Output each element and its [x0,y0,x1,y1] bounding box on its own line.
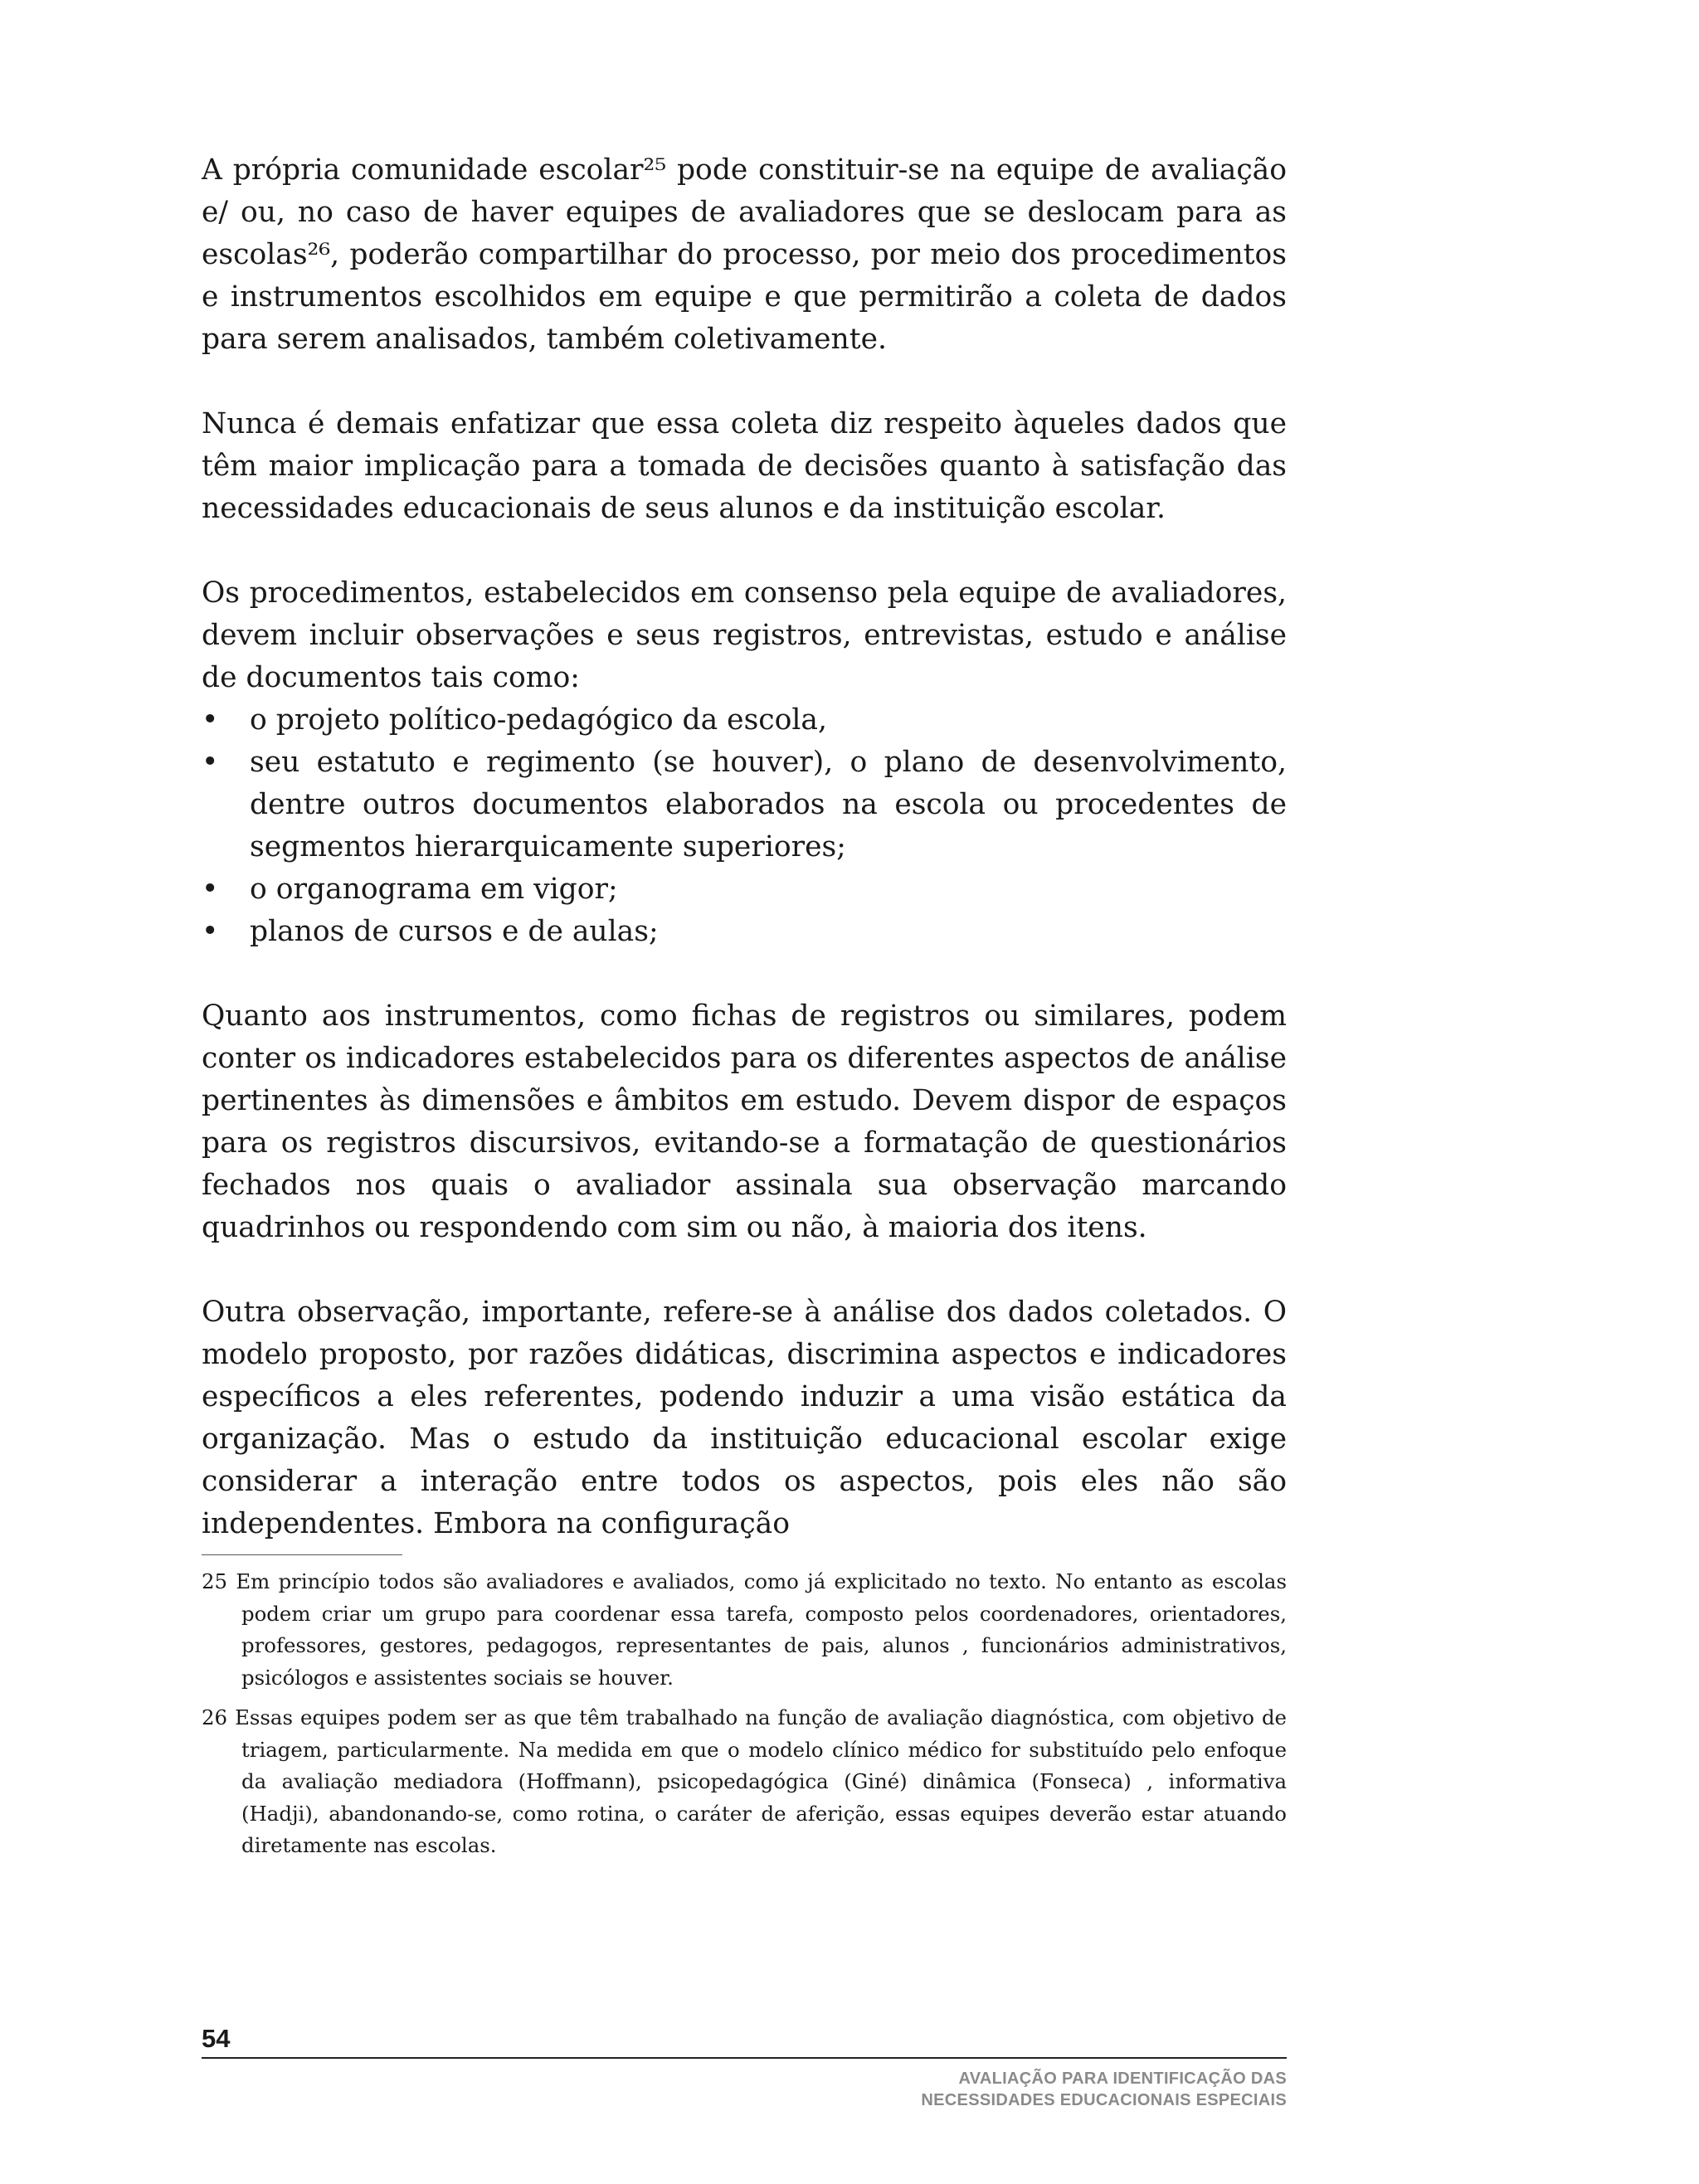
footnote-divider [202,1554,402,1555]
list-item [202,699,1287,742]
paragraph-5: Outra observação, importante, refere-se à análise dos dados coletados. O modelo proposto, por razões didáticas, discrimina aspectos e indicadores específicos a eles referentes, podendo induzir a uma visão estática da organização. Mas o estudo da instituição educacional escolar exige considerar a interação entre todos os aspectos, pois eles não são independentes. Embora na configuração [202,1296,1287,1540]
paragraph-3: Os procedimentos, estabelecidos em consenso pela equipe de avaliadores, devem incluir observações e seus registros, entrevistas, estudo e análise de documentos tais como: [202,576,1287,694]
running-title-line-1: AVALIAÇÃO PARA IDENTIFICAÇÃO DAS [958,2070,1287,2088]
document-list [202,699,1287,953]
footer-divider [202,2057,1287,2059]
paragraph-2: Nunca é demais enfatizar que essa coleta diz respeito àqueles dados que têm maior implicação para a tomada de decisões quanto à satisfação das necessidades educacionais de seus alunos e da instituição escolar. [202,407,1287,525]
bullet-icon: • [202,915,219,948]
running-title [921,2068,1287,2111]
footnotes [202,1566,1287,1870]
footnote-25: 25 Em princípio todos são avaliadores e avaliados, como já explicitado no texto. No entanto as escolas podem criar um grupo para coordenar essa tarefa, composto pelos coordenadores, orientadores, professores, gestores, pedagogos, representantes de pais, alunos , funcionários administrativos, psicólogos e assistentes sociais se houver. [202,1569,1287,1690]
list-item [202,868,1287,911]
list-item [202,742,1287,868]
list-item-text: o projeto político-pedagógico da escola, [250,703,827,737]
list-item-text: o organograma em vigor; [250,873,618,906]
bullet-icon: • [202,873,219,906]
footnote-26: 26 Essas equipes podem ser as que têm trabalhado na função de avaliação diagnóstica, com objetivo de triagem, particularmente. Na medida em que o modelo clínico médico for substituído pelo enfoque da avaliação mediadora (Hoffmann), psicopedagógica (Giné) dinâmica (Fonseca) , informativa (Hadji), abandonando-se, como rotina, o caráter de aferição, essas equipes deverão estar atuando diretamente nas escolas. [202,1705,1287,1857]
body-text [202,149,1287,1545]
list-item-text: planos de cursos e de aulas; [250,915,659,948]
list-item-text: seu estatuto e regimento (se houver), o plano de desenvolvimento, dentre outros documentos elaborados na escola ou procedentes de segmentos hierarquicamente superiores; [250,746,1287,863]
running-title-line-2: NECESSIDADES EDUCACIONAIS ESPECIAIS [921,2091,1287,2109]
paragraph-1: A própria comunidade escolar²⁵ pode constituir-se na equipe de avaliação e/ ou, no caso de haver equipes de avaliadores que se deslocam para as escolas²⁶, poderão compartilhar do processo, por meio dos procedimentos e instrumentos escolhidos em equipe e que permitirão a coleta de dados para serem analisados, também coletivamente. [202,153,1287,356]
paragraph-4: Quanto aos instrumentos, como fichas de registros ou similares, podem conter os indicadores estabelecidos para os diferentes aspectos de análise pertinentes às dimensões e âmbitos em estudo. Devem dispor de espaços para os registros discursivos, evitando-se a formatação de questionários fechados nos quais o avaliador assinala sua observação marcando quadrinhos ou respondendo com sim ou não, à maioria dos itens. [202,1000,1287,1244]
bullet-icon: • [202,746,219,779]
list-item [202,911,1287,953]
page-number: 54 [202,2024,231,2053]
bullet-icon: • [202,703,219,737]
